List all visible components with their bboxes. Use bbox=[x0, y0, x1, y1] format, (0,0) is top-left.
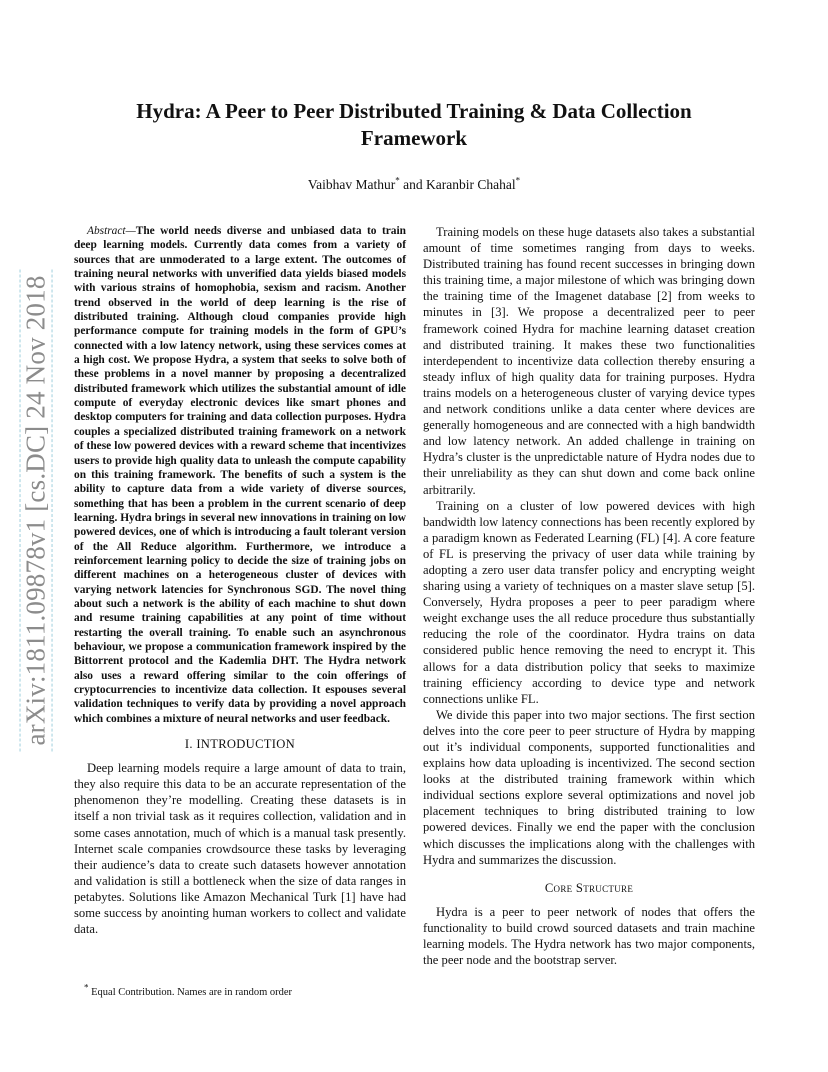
core-structure-paragraph-1: Hydra is a peer to peer network of nodes that offers the functionality to build crowd sourced datasets and train machine learning models. The Hydra network has two major components, the peer node and the bootstrap server. bbox=[423, 904, 755, 968]
right-column bbox=[423, 224, 755, 968]
footnote-text: Equal Contribution. Names are in random order bbox=[91, 987, 293, 998]
intro-paragraph-1: Deep learning models require a large amount of data to train, they also require this data to be an accurate representation of the phenomenon they’re modelling. Creating these datasets is in itself a non trivial task as it requires collection, validation and in some cases annotation, much of which is a manual task presently. Internet scale companies crowdsource these tasks by leveraging their audience’s data to create such datasets however annotation and validation is still a bottleneck when the size of data ranges in petabytes. Solutions like Amazon Mechanical Turk [1] have had some success by anointing human workers to collect and validate data. bbox=[74, 761, 406, 937]
section-heading-introduction: I. INTRODUCTION bbox=[184, 737, 296, 752]
left-column bbox=[74, 224, 406, 937]
arxiv-identifier: arXiv:1811.09878v1 [cs.DC] 24 Nov 2018 bbox=[20, 269, 53, 751]
abstract-lead: Abstract— bbox=[87, 225, 136, 237]
abstract bbox=[74, 224, 406, 726]
footnote-mark: * bbox=[84, 982, 89, 993]
paper-title: Hydra: A Peer to Peer Distributed Training & Data Collection Framework bbox=[136, 99, 692, 150]
abstract-text: The world needs diverse and unbiased data to train deep learning models. Currently data comes from a variety of sources that are unmoderated to a large extent. The outcomes of training neural networks with unverified data yields biased models with various strains of homophobia, sexism and racism. Another trend observed in the world of deep learning is the rise of distributed training. Although cloud companies provide high performance compute for training models in the form of GPU’s connected with a low latency network, using these services comes at a high cost. We propose Hydra, a system that seeks to solve both of these problems in a novel manner by proposing a decentralized distributed framework which utilizes the substantial amount of idle compute of everyday electronic devices like smart phones and desktop computers for training and data collection purposes. Hydra couples a specialized distributed training framework on a network of these low powered devices with a reward scheme that incentivizes users to provide high quality data to unleash the compute capability on this training framework. The benefits of such a system is the ability to capture data from a wide variety of diverse sources, something that has been a problem in the current scenario of deep learning. Hydra brings in several new innovations in training on low powered devices, one of which is introducing a fault tolerant version of the All Reduce algorithm. Furthermore, we introduce a reinforcement learning policy to decide the size of training jobs on different machines on a heterogeneous cluster of devices with varying network latencies for Synchronous SGD. The novel thing about such a network is the ability of each machine to shut down and resume training capabilities at any point of time without restarting the overall training. To enable such an asynchronous behaviour, we propose a communication framework inspired by the Bittorrent protocol and the Kademlia DHT. The Hydra network also uses a reward offering similar to the coin offerings of cryptocurrencies to incentivize data collection. It espouses several validation techniques to verify data by providing a novel approach which combines a mixture of neural networks and user feedback. bbox=[74, 225, 406, 725]
equal-contribution-mark: * bbox=[515, 175, 521, 186]
footnote bbox=[74, 982, 416, 999]
arxiv-side-stamp bbox=[16, 250, 56, 770]
intro-paragraph-4: We divide this paper into two major sections. The first section delves into the core peer to peer structure of Hydra by mapping out it’s individual components, supported functionalities and explains how data uploading is incentivized. The second section looks at the distributed training framework within which individual sections explore several optimizations and novel job placement techniques to bring distributed training to low powered devices. Finally we end the paper with the conclusion which discusses the implications along with the challenges with Hydra and summarizes the discussion. bbox=[423, 707, 755, 867]
equal-contribution-mark: * bbox=[395, 175, 400, 186]
author-conjunction: and bbox=[403, 177, 423, 192]
intro-paragraph-2: Training models on these huge datasets also takes a substantial amount of time sometimes ranging from days to weeks. Distributed training has found recent successes in bringing down this training time, a major milestone of which was bringing down the training time of the Imagenet database [2] from weeks to minutes in [3]. We propose a decentralized peer to peer framework coined Hydra for machine learning dataset creation and distributed training. It makes these two functionalities interdependent to incentivize data collection thereby ensuring a steady influx of high quality data for training purposes. Hydra trains models on a heterogeneous cluster of varying device types and network conditions unlike a data center where devices are generally homogeneous and are connected with a high bandwidth and low latency network. An added challenge in training on Hydra’s cluster is the unpredictable nature of Hydra nodes due to their unreliability as they can shut down and come back online arbitrarily. bbox=[423, 225, 755, 497]
author-1: Vaibhav Mathur bbox=[307, 177, 396, 192]
section-heading-core-structure: Core Structure bbox=[544, 880, 634, 895]
author-line bbox=[90, 177, 738, 193]
author-2: Karanbir Chahal bbox=[426, 177, 516, 192]
intro-paragraph-3: Training on a cluster of low powered devices with high bandwidth low latency connections has been recently explored by a paradigm known as Federated Learning (FL) [4]. A core feature of FL is preserving the privacy of user data while training by adopting a zero user data transfer policy and encrypting weight sharing using a variety of techniques on a master slave setup [5]. Conversely, Hydra proposes a peer to peer paradigm where weight exchange uses the all reduce procedure thus substantially reducing the role of the coordinator. Hydra trains on data considered public hence removing the need to encrypt it. This allows for a data distribution policy that seeks to maximize training efficiency according to device type and network connections unlike FL. bbox=[423, 498, 755, 706]
